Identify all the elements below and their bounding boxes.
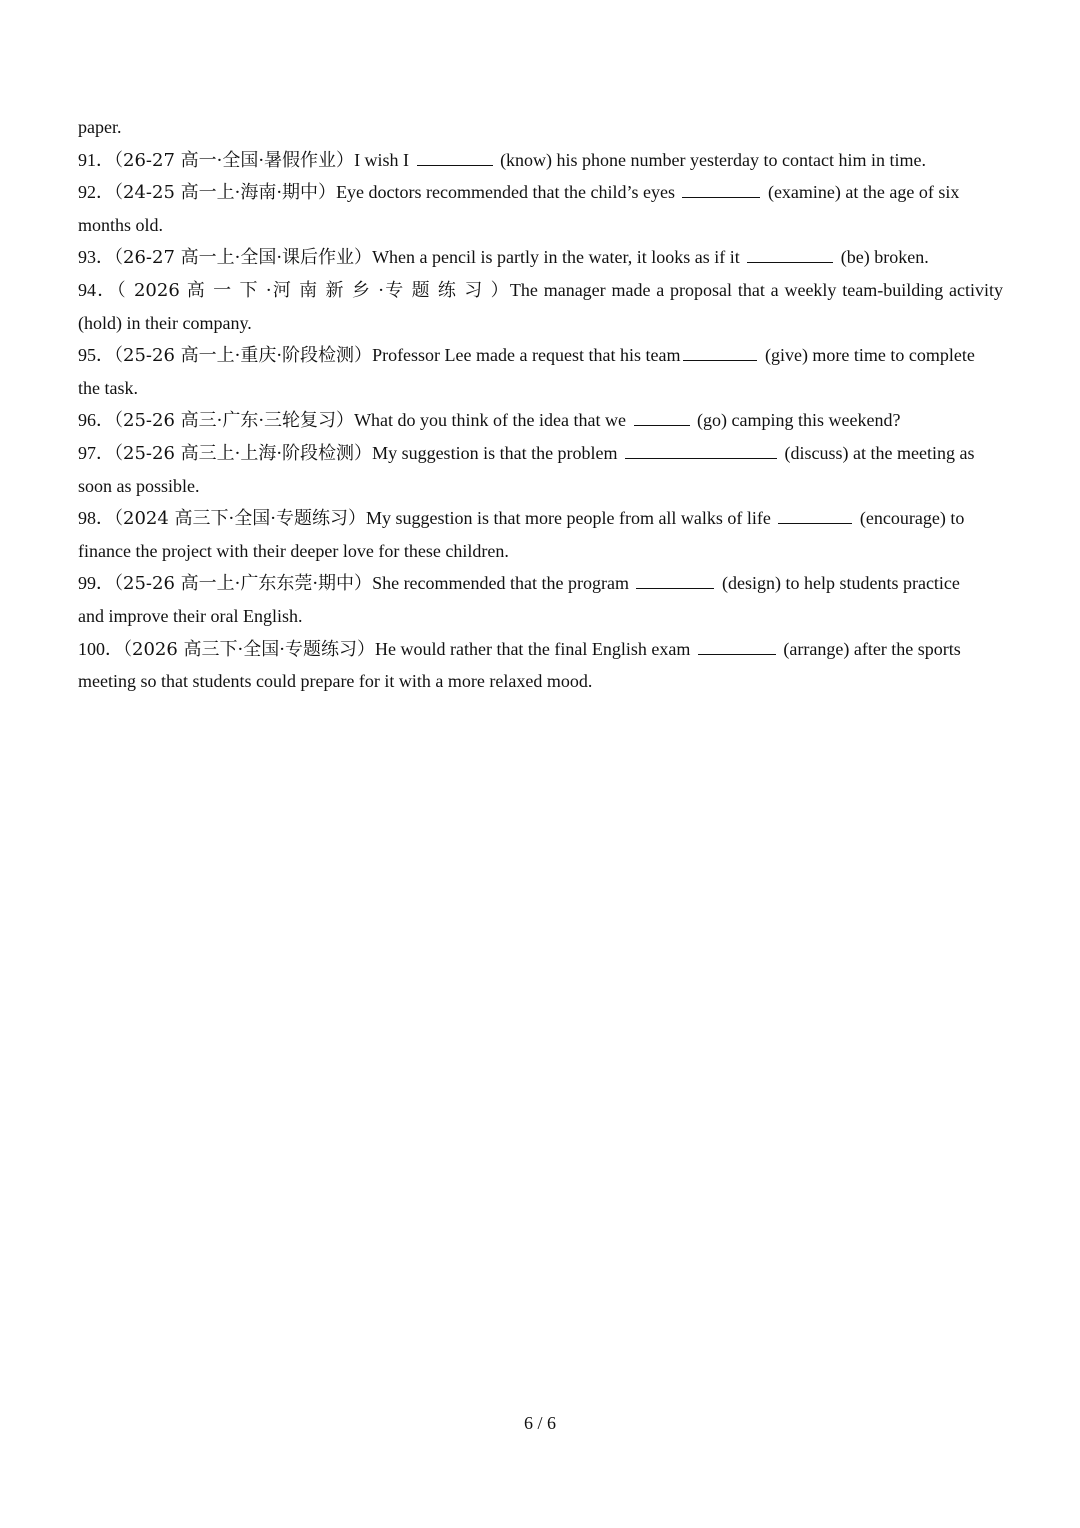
question-100-continuation (78, 665, 1003, 698)
question-text-before: She recommended that the program (372, 573, 629, 594)
question-text-continuation: and improve their oral English. (78, 605, 303, 626)
question-text-after: (arrange) after the sports (783, 638, 961, 659)
question-text-continuation: (hold) in their company. (78, 312, 252, 333)
question-text-after: (discuss) at the meeting as (784, 442, 975, 463)
question-text-before: My suggestion is that more people from all walks of life (365, 508, 771, 529)
question-number: 95． (78, 345, 114, 366)
question-text-after: (examine) at the age of six (767, 182, 960, 203)
question-93 (78, 241, 1003, 274)
question-source: （26-27 高一·全国·暑假作业） (114, 149, 355, 171)
question-text-after: (be) broken. (840, 247, 929, 268)
question-source: （ 2026 高 一 下 ·河 南 新 乡 ·专 题 练 习 ） (116, 279, 510, 301)
question-text-after: (go) camping this weekend? (697, 410, 901, 431)
question-source: （25-26 高一上·广东东莞·期中） (114, 573, 373, 595)
question-source: （2026 高三下·全国·专题练习） (123, 638, 375, 660)
question-text-continuation: soon as possible. (78, 475, 200, 496)
question-text-before: When a pencil is partly in the water, it looks as if it (372, 247, 740, 268)
answer-blank (634, 407, 690, 426)
question-99-continuation (78, 600, 1003, 633)
question-number: 100． (78, 638, 123, 659)
question-number: 92． (78, 182, 114, 203)
question-text-after: (encourage) to (859, 508, 965, 529)
question-text-continuation: the task. (78, 377, 138, 398)
answer-blank (636, 570, 714, 589)
question-number: 96． (78, 410, 114, 431)
question-list (78, 111, 1003, 698)
answer-blank (417, 147, 493, 166)
question-text-before: What do you think of the idea that we (354, 410, 626, 431)
answer-blank (682, 179, 760, 198)
question-text-after: (give) more time to complete (764, 345, 975, 366)
question-text-continuation: meeting so that students could prepare for it with a more relaxed mood. (78, 671, 593, 692)
continuation-text: paper. (78, 117, 122, 137)
question-text-before: Professor Lee made a request that his team (372, 345, 681, 366)
question-text-before: He would rather that the final English exam (374, 638, 691, 659)
question-94-continuation (78, 307, 1003, 340)
question-source: （25-26 高三·广东·三轮复习） (114, 410, 355, 432)
answer-blank (625, 440, 777, 459)
question-96 (78, 404, 1003, 437)
question-100 (78, 633, 1003, 666)
continuation-line (78, 111, 1003, 144)
question-92 (78, 176, 1003, 209)
question-98-continuation (78, 535, 1003, 568)
question-source: （25-26 高一上·重庆·阶段检测） (114, 345, 373, 367)
question-92-continuation (78, 209, 1003, 242)
question-source: （26-27 高一上·全国·课后作业） (114, 247, 373, 269)
question-text-before: I wish I (354, 149, 410, 170)
question-99 (78, 567, 1003, 600)
question-text-after: (design) to help students practice (721, 573, 960, 594)
question-text-continuation: months old. (78, 214, 164, 235)
question-95-continuation (78, 372, 1003, 405)
question-text-before: The manager made a proposal that a weekly team-building activity (509, 279, 1004, 300)
question-source: （24-25 高一上·海南·期中） (114, 182, 337, 204)
question-number: 98． (78, 508, 114, 529)
question-text-continuation: finance the project with their deeper love for these children. (78, 540, 509, 561)
page-number: 6 / 6 (523, 1413, 556, 1433)
question-text-after: (know) his phone number yesterday to contact him in time. (500, 149, 926, 170)
question-number: 93． (78, 247, 114, 268)
question-97-continuation (78, 470, 1003, 503)
question-95 (78, 339, 1003, 372)
question-text-before: Eye doctors recommended that the child’s eyes (336, 182, 675, 203)
answer-blank (778, 505, 852, 524)
question-source: （2024 高三下·全国·专题练习） (114, 508, 366, 530)
question-source: （25-26 高三上·上海·阶段检测） (114, 442, 373, 464)
answer-blank (698, 636, 776, 655)
answer-blank (683, 342, 757, 361)
question-98 (78, 502, 1003, 535)
answer-blank (747, 244, 833, 263)
question-91 (78, 144, 1003, 177)
question-97 (78, 437, 1003, 470)
question-94 (78, 274, 1003, 307)
question-text-before: My suggestion is that the problem (372, 442, 618, 463)
question-number: 94． (78, 279, 117, 300)
question-number: 99． (78, 573, 114, 594)
question-number: 97． (78, 442, 114, 463)
question-number: 91． (78, 149, 114, 170)
